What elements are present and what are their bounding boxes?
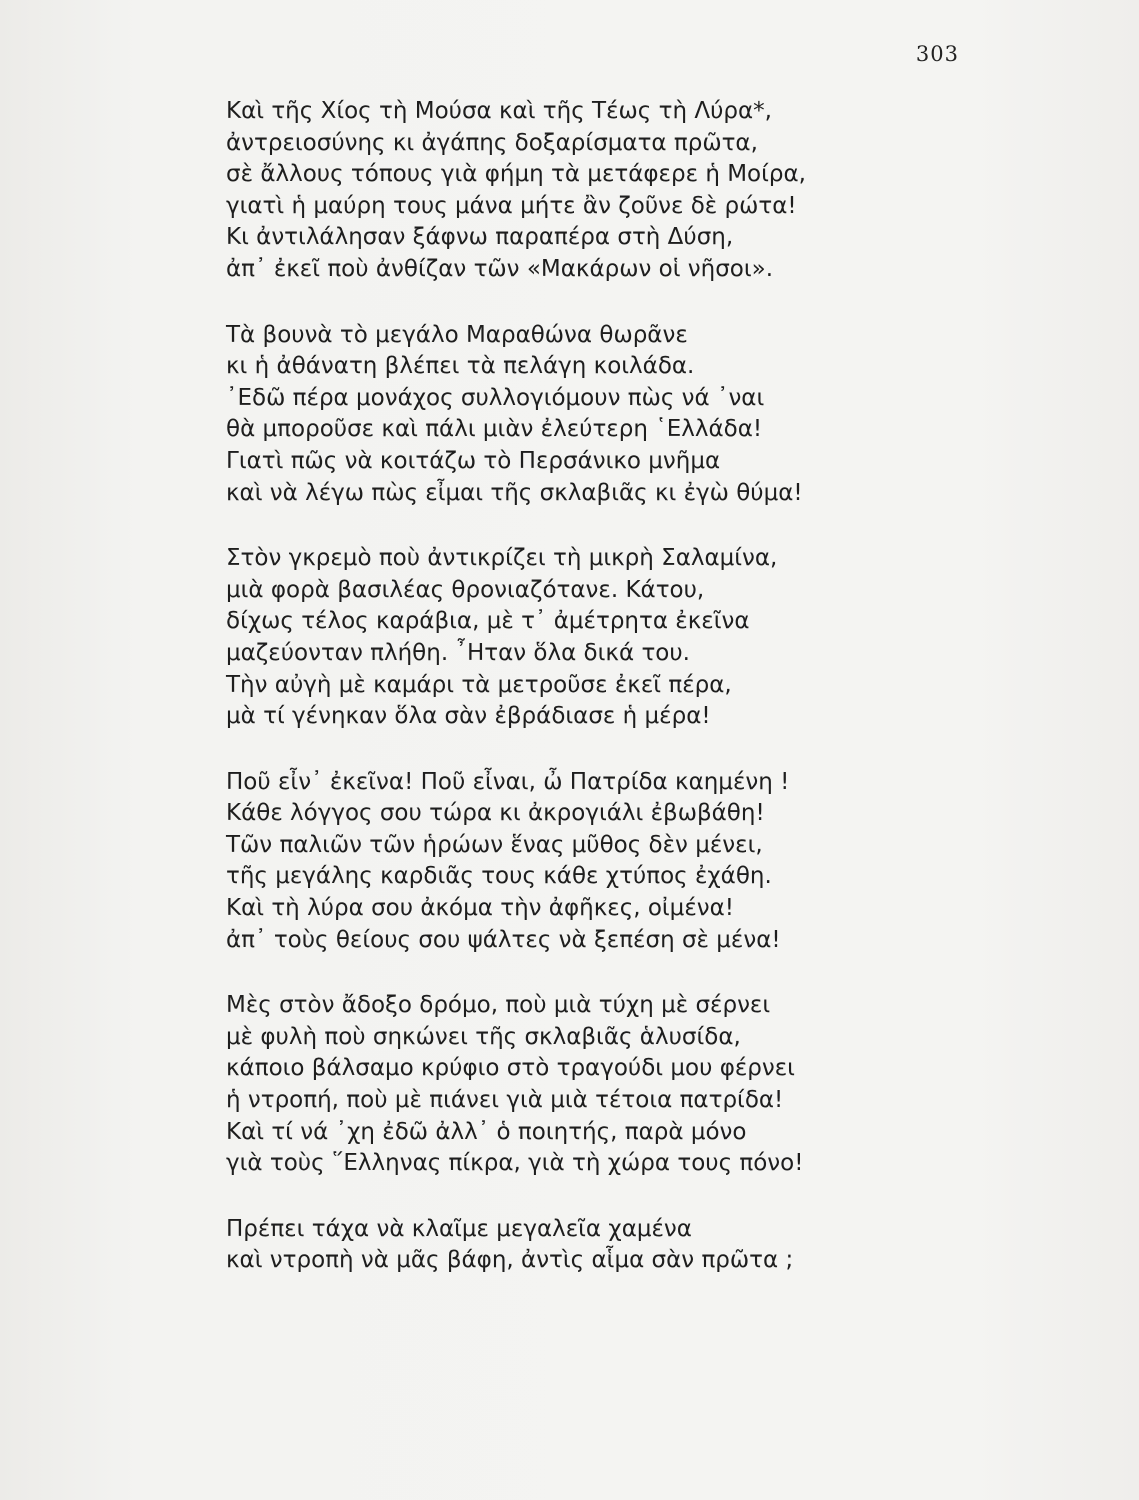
verse-line: ἀπ᾿ τοὺς θείους σου ψάλτες νὰ ξεπέση σὲ μένα!: [226, 926, 781, 953]
verse-line: Καὶ τὴ λύρα σου ἀκόμα τὴν ἀφῆκες, οἰμένα!: [226, 895, 734, 922]
verse-line: καὶ νὰ λέγω πὼς εἶμαι τῆς σκλαβιᾶς κι ἐγὼ θύμα!: [226, 479, 803, 506]
verse-line: Ποῦ εἶν᾿ ἐκεῖνα! Ποῦ εἶναι, ὦ Πατρίδα καημένη !: [226, 768, 790, 795]
verse-line: τῆς μεγάλης καρδιᾶς τους κάθε χτύπος ἐχάθη.: [226, 863, 772, 890]
stanza-4: [226, 767, 986, 957]
verse-line: γιὰ τοὺς ῞Ελληνας πίκρα, γιὰ τὴ χώρα τους πόνο!: [226, 1150, 804, 1177]
verse-line: Κάθε λόγγος σου τώρα κι ἀκρογιάλι ἐβωβάθη!: [226, 800, 765, 827]
verse-line: σὲ ἄλλους τόπους γιὰ φήμη τὰ μετάφερε ἡ Μοίρα,: [226, 161, 806, 188]
verse-line: Πρέπει τάχα νὰ κλαῖμε μεγαλεῖα χαμένα: [226, 1215, 692, 1242]
verse-line: Καὶ τί νά ᾿χη ἐδῶ ἀλλ᾿ ὁ ποιητής, παρὰ μόνο: [226, 1118, 747, 1145]
stanza-6: [226, 1214, 986, 1277]
stanza-1: [226, 96, 986, 286]
stanza-2: [226, 320, 986, 510]
stanza-5: [226, 990, 986, 1180]
poem-body: [226, 96, 986, 1311]
verse-line: Τῶν παλιῶν τῶν ἡρώων ἕνας μῦθος δὲν μένει,: [226, 831, 763, 858]
verse-line: μὲ φυλὴ ποὺ σηκώνει τῆς σκλαβιᾶς ἁλυσίδα,: [226, 1023, 741, 1050]
verse-line: Τὴν αὐγὴ μὲ καμάρι τὰ μετροῦσε ἐκεῖ πέρα,: [226, 671, 732, 698]
verse-line: Καὶ τῆς Χίος τὴ Μούσα καὶ τῆς Τέως τὴ Λύρα*,: [226, 98, 772, 124]
verse-line: Μὲς στὸν ἄδοξο δρόμο, ποὺ μιὰ τύχη μὲ σέρνει: [226, 992, 771, 1019]
verse-line: κάποιο βάλσαμο κρύφιο στὸ τραγούδι μου φέρνει: [226, 1055, 795, 1082]
stanza-3: [226, 543, 986, 733]
verse-line: καὶ ντροπὴ νὰ μᾶς βάφη, ἀντὶς αἷμα σὰν πρῶτα ;: [226, 1247, 794, 1274]
verse-line: ᾿Εδῶ πέρα μονάχος συλλογιόμουν πὼς νά ᾿ναι: [226, 384, 765, 411]
verse-line: θὰ μποροῦσε καὶ πάλι μιὰν ἐλεύτερη ῾Ελλάδα!: [226, 416, 763, 443]
verse-line: γιατὶ ἡ μαύρη τους μάνα μήτε ἂν ζοῦνε δὲ ρώτα!: [226, 192, 797, 219]
verse-line: ἡ ντροπή, ποὺ μὲ πιάνει γιὰ μιὰ τέτοια πατρίδα!: [226, 1087, 784, 1114]
verse-line: Γιατὶ πῶς νὰ κοιτάζω τὸ Περσάνικο μνῆμα: [226, 447, 721, 474]
verse-line: Τὰ βουνὰ τὸ μεγάλο Μαραθώνα θωρᾶνε: [226, 321, 688, 348]
verse-line: μὰ τί γένηκαν ὅλα σὰν ἐβράδιασε ἡ μέρα!: [226, 703, 711, 730]
verse-line: μαζεύονταν πλήθη. ῏Ηταν ὅλα δικά του.: [226, 639, 690, 666]
verse-line: Στὸν γκρεμὸ ποὺ ἀντικρίζει τὴ μικρὴ Σαλαμίνα,: [226, 545, 778, 572]
verse-line: κι ἡ ἀθάνατη βλέπει τὰ πελάγη κοιλάδα.: [226, 353, 695, 380]
page-number: 303: [915, 42, 959, 66]
verse-line: Κι ἀντιλάλησαν ξάφνω παραπέρα στὴ Δύση,: [226, 224, 734, 251]
verse-line: ἀντρειοσύνης κι ἀγάπης δοξαρίσματα πρῶτα,: [226, 129, 758, 156]
verse-line: δίχως τέλος καράβια, μὲ τ᾿ ἀμέτρητα ἐκεῖνα: [226, 608, 750, 635]
verse-line: ἀπ᾿ ἐκεῖ ποὺ ἀνθίζαν τῶν «Μακάρων οἱ νῆσοι».: [226, 255, 774, 282]
verse-line: μιὰ φορὰ βασιλέας θρονιαζότανε. Κάτου,: [226, 576, 705, 603]
